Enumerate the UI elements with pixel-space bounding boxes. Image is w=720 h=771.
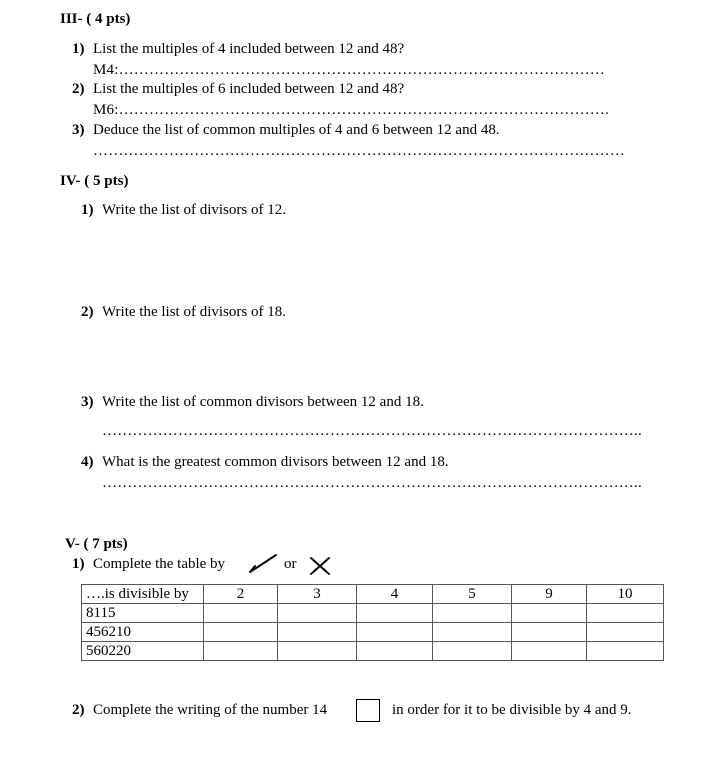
s4-q3-answer-line[interactable]: ……………………………………………………………………………………………..	[102, 423, 642, 439]
table-cell[interactable]	[587, 604, 664, 623]
table-header-cell: 2	[204, 585, 278, 604]
table-header-label: ….is divisible by	[82, 585, 204, 604]
s3-q3-answer-line[interactable]: ……………………………………………………………………………………………	[93, 143, 625, 159]
table-header-cell: 9	[512, 585, 587, 604]
table-cell[interactable]	[204, 604, 278, 623]
s3-q2-number: 2)	[72, 81, 85, 97]
s4-q1-number: 1)	[81, 202, 94, 218]
table-cell[interactable]	[512, 604, 587, 623]
table-row	[82, 623, 664, 642]
s3-q3-text: Deduce the list of common multiples of 4 and 6 between 12 and 48.	[93, 122, 500, 138]
s5-q2-text-after: in order for it to be divisible by 4 and 9.	[392, 702, 632, 718]
table-cell[interactable]	[204, 623, 278, 642]
table-cell[interactable]	[512, 642, 587, 661]
s4-q3-text: Write the list of common divisors between 12 and 18.	[102, 394, 424, 410]
s5-q1-text: Complete the table by	[93, 556, 226, 572]
s3-q3-number: 3)	[72, 122, 85, 138]
table-header-cell: 10	[587, 585, 664, 604]
s4-q3-number: 3)	[81, 394, 94, 410]
s4-q4-text: What is the greatest common divisors between 12 and 18.	[102, 454, 449, 470]
table-header-row	[82, 585, 664, 604]
table-row	[82, 642, 664, 661]
s4-q4-number: 4)	[81, 454, 94, 470]
divisibility-table	[81, 584, 664, 661]
table-cell[interactable]	[433, 623, 512, 642]
s3-q1-answer-line[interactable]: M4:……………………………………………………………………………………	[93, 62, 606, 78]
section-4-heading: IV- ( 5 pts)	[60, 173, 129, 189]
table-cell[interactable]	[433, 642, 512, 661]
s5-q2-text-before: Complete the writing of the number 14	[93, 702, 328, 718]
table-cell[interactable]	[433, 604, 512, 623]
table-cell[interactable]	[278, 623, 357, 642]
s4-q2-number: 2)	[81, 304, 94, 320]
table-cell[interactable]	[278, 604, 357, 623]
digit-input-box[interactable]	[356, 699, 380, 722]
table-cell[interactable]	[357, 623, 433, 642]
table-row	[82, 604, 664, 623]
s3-q1-number: 1)	[72, 41, 85, 57]
table-header-cell: 4	[357, 585, 433, 604]
table-row-number: 456210	[82, 623, 204, 642]
table-cell[interactable]	[512, 623, 587, 642]
s3-q2-answer-line[interactable]: M6:…………………………………………………………………………………….	[93, 102, 609, 118]
table-row-number: 8115	[82, 604, 204, 623]
s5-q1-number: 1)	[72, 556, 85, 572]
table-cell[interactable]	[357, 604, 433, 623]
table-cell[interactable]	[587, 623, 664, 642]
check-icon	[248, 552, 278, 576]
s3-q1-text: List the multiples of 4 included between 12 and 48?	[93, 41, 405, 57]
section-5-heading: V- ( 7 pts)	[65, 536, 128, 552]
table-cell[interactable]	[278, 642, 357, 661]
s4-q2-text: Write the list of divisors of 18.	[102, 304, 286, 320]
table-row-number: 560220	[82, 642, 204, 661]
s5-q1-or: or	[284, 556, 297, 572]
table-cell[interactable]	[204, 642, 278, 661]
table-header-cell: 5	[433, 585, 512, 604]
s4-q1-text: Write the list of divisors of 12.	[102, 202, 286, 218]
table-header-cell: 3	[278, 585, 357, 604]
table-cell[interactable]	[587, 642, 664, 661]
s3-q2-text: List the multiples of 6 included between 12 and 48?	[93, 81, 405, 97]
s5-q2-number: 2)	[72, 702, 85, 718]
table-cell[interactable]	[357, 642, 433, 661]
section-3-heading: III- ( 4 pts)	[60, 11, 131, 27]
s4-q4-answer-line[interactable]: ……………………………………………………………………………………………..	[102, 475, 642, 491]
cross-icon	[309, 556, 331, 576]
